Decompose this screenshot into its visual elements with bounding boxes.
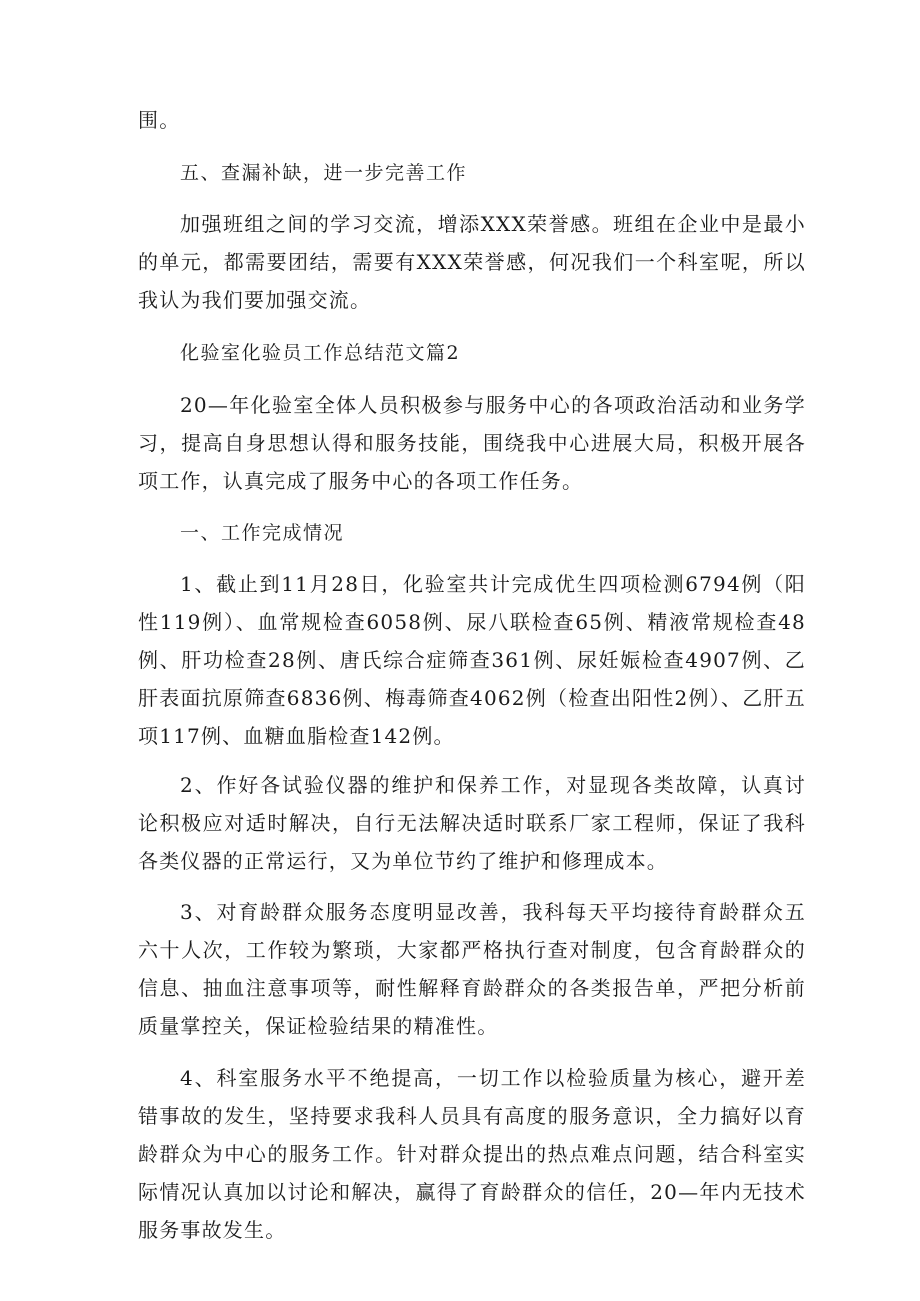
paragraph-team-exchange: 加强班组之间的学习交流，增添XXX荣誉感。班组在企业中是最小的单元，都需要团结，需要有XXX荣誉感，何况我们一个科室呢，所以我认为我们要加强交流。 [138, 212, 806, 312]
paragraph-item-2: 2、作好各试验仪器的维护和保养工作，对显现各类故障，认真讨论积极应对适时解决，自行无法解决适时联系厂家工程师，保证了我科各类仪器的正常运行，又为单位节约了维护和修理成本。 [138, 773, 806, 873]
section-heading-one: 一、工作完成情况 [180, 522, 345, 544]
paragraph-item-1: 1、截止到11月28日，化验室共计完成优生四项检测6794例（阳性119例）、血常规检查6058例、尿八联检查65例、精液常规检查48例、肝功检查28例、唐氏综合症筛查361例、尿妊娠检查4907例、乙肝表面抗原筛查6836例、梅毒筛查4062例（检查出阳性2例）、乙肝五项117例、血糖血脂检查142例。 [138, 572, 806, 748]
paragraph-item-4: 4、科室服务水平不绝提高，一切工作以检验质量为核心，避开差错事故的发生，坚持要求我科人员具有高度的服务意识，全力搞好以育龄群众为中心的服务工作。针对群众提出的热点难点问题，结合科室实际情况认真加以讨论和解决，赢得了育龄群众的信任，20—年内无技术服务事故发生。 [138, 1066, 806, 1242]
paragraph-item-3: 3、对育龄群众服务态度明显改善，我科每天平均接待育龄群众五六十人次，工作较为繁琐，大家都严格执行查对制度，包含育龄群众的信息、抽血注意事项等，耐性解释育龄群众的各类报告单，严把分析前质量掌控关，保证检验结果的精准性。 [138, 900, 806, 1038]
section-heading-five: 五、查漏补缺，进一步完善工作 [180, 162, 468, 184]
article-title: 化验室化验员工作总结范文篇2 [180, 342, 461, 364]
paragraph-continuation: 围。 [138, 108, 181, 132]
paragraph-intro: 20—年化验室全体人员积极参与服务中心的各项政治活动和业务学习，提高自身思想认得和服务技能，围绕我中心进展大局，积极开展各项工作，认真完成了服务中心的各项工作任务。 [138, 393, 806, 493]
